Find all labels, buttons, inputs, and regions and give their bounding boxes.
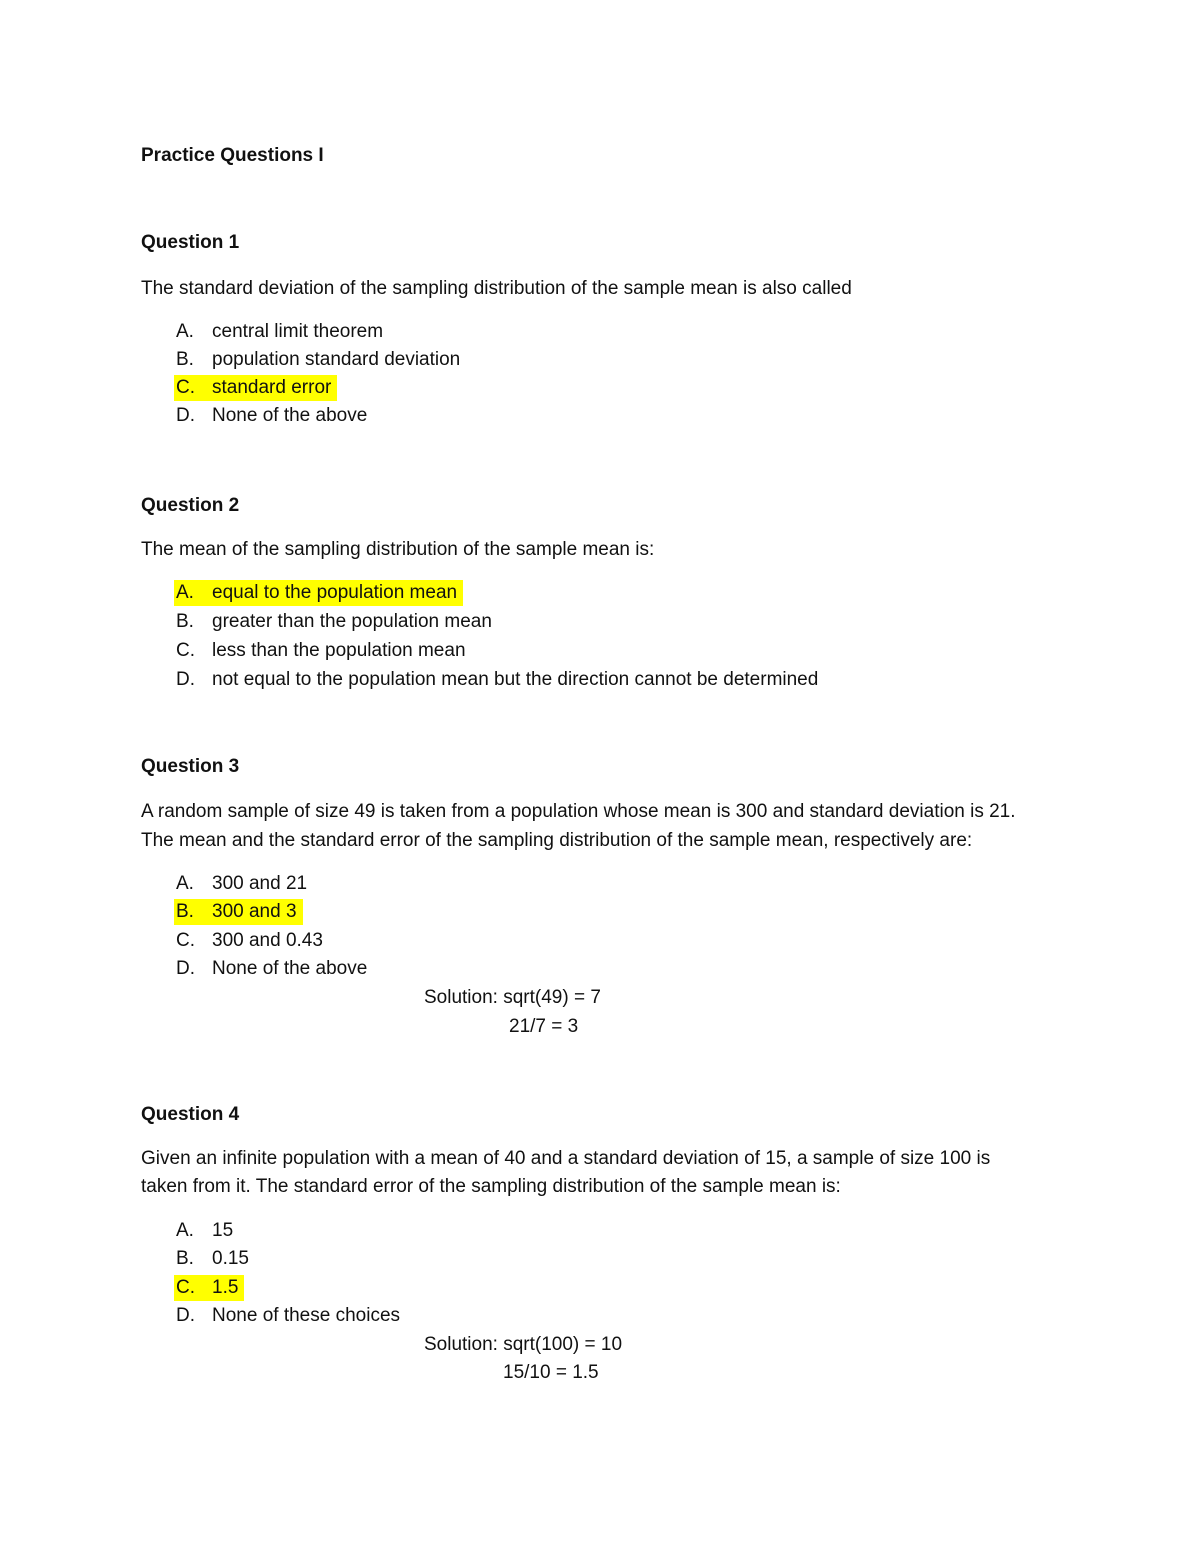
question-3-option-c: C. 300 and 0.43 [176, 930, 323, 951]
question-3-prompt-line-2: The mean and the standard error of the sampling distribution of the sample mean, respectively are: [141, 830, 973, 851]
question-2-prompt: The mean of the sampling distribution of the sample mean is: [141, 539, 655, 560]
question-1-option-d: D. None of the above [176, 405, 368, 426]
question-4-option-c-answer: C. 1.5 [174, 1275, 244, 1301]
question-4-solution-line-2: 15/10 = 1.5 [503, 1362, 599, 1383]
question-2-option-c: C. less than the population mean [176, 640, 466, 661]
question-3-solution-line-2: 21/7 = 3 [509, 1016, 579, 1037]
question-4-prompt-line-2: taken from it. The standard error of the sampling distribution of the sample mean is: [141, 1176, 841, 1197]
question-2-option-b: B. greater than the population mean [176, 611, 492, 632]
question-3-prompt-line-1: A random sample of size 49 is taken from a population whose mean is 300 and standard deviation is 21. [141, 801, 1016, 822]
question-3-option-d: D. None of the above [176, 958, 368, 979]
question-3-option-b-answer: B. 300 and 3 [174, 899, 303, 925]
question-3-solution-line-1: Solution: sqrt(49) = 7 [424, 987, 601, 1008]
question-4-option-a: A. 15 [176, 1220, 234, 1241]
question-4-prompt-line-1: Given an infinite population with a mean of 40 and a standard deviation of 15, a sample of size 100 is [141, 1148, 991, 1169]
question-4-solution-line-1: Solution: sqrt(100) = 10 [424, 1334, 623, 1355]
question-1-prompt: The standard deviation of the sampling distribution of the sample mean is also called [141, 278, 852, 299]
question-4-option-b: B. 0.15 [176, 1248, 249, 1269]
question-1-option-c-answer: C. standard error [174, 375, 337, 401]
question-3-option-a: A. 300 and 21 [176, 873, 308, 894]
question-2-option-a-answer: A. equal to the population mean [174, 580, 463, 606]
question-4-option-d: D. None of these choices [176, 1305, 401, 1326]
question-1-heading: Question 1 [141, 232, 240, 253]
question-4-heading: Question 4 [141, 1104, 240, 1125]
question-1-option-b: B. population standard deviation [176, 349, 461, 370]
question-1-option-a: A. central limit theorem [176, 321, 384, 342]
question-2-option-d: D. not equal to the population mean but the direction cannot be determined [176, 669, 819, 690]
document-title: Practice Questions I [141, 145, 324, 166]
question-2-heading: Question 2 [141, 495, 240, 516]
question-3-heading: Question 3 [141, 756, 240, 777]
